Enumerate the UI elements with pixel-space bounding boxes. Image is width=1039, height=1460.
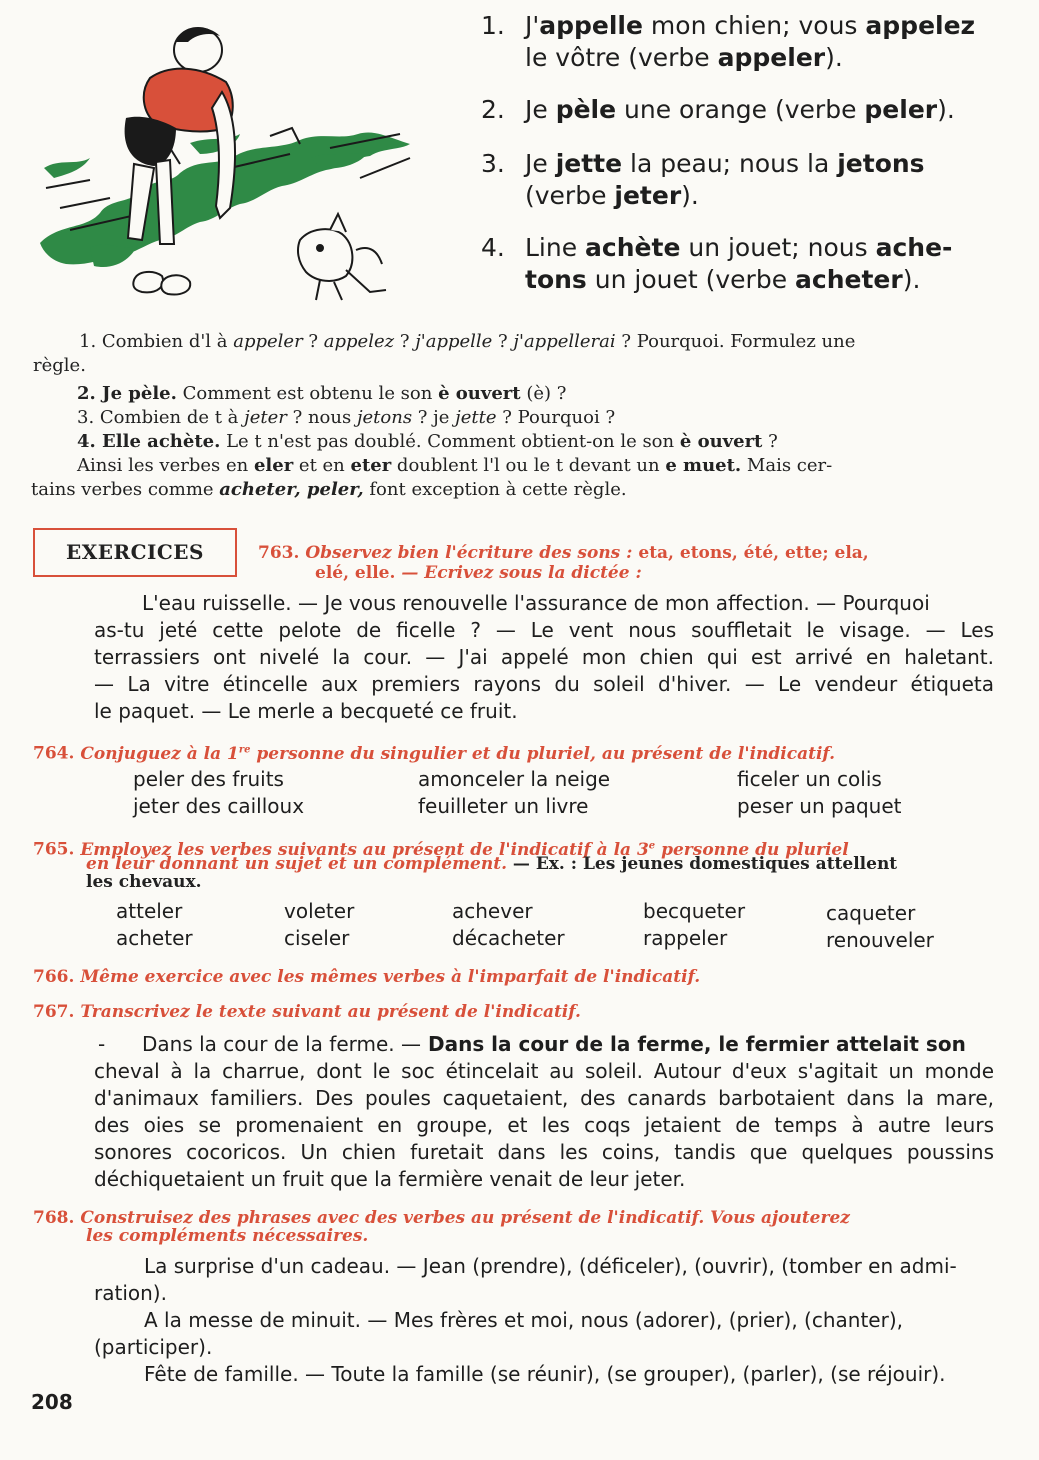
exercise-765-item: ciseler xyxy=(284,926,350,950)
exercise-765-item: acheter xyxy=(116,926,193,950)
exercise-763-line-5: le paquet. — Le merle a becqueté ce fruit. xyxy=(94,699,518,723)
example-1-line-1: 1. J'appelle mon chien; vous appelez xyxy=(481,11,976,40)
example-3-line-1: 3. Je jette la peau; nous la jetons xyxy=(481,149,925,178)
exercise-767-line-5: sonores cocoricos. Un chien furetait dans les coins, tandis que quelques poussins xyxy=(94,1140,994,1164)
exercise-764-item: ficeler un colis xyxy=(737,767,882,791)
page-number: 208 xyxy=(31,1390,73,1414)
question-1-cont: règle. xyxy=(33,355,86,376)
exercise-763-heading-line-1: 763. Observez bien l'écriture des sons : eta, etons, été, ette; ela, xyxy=(258,543,869,563)
example-3-line-2: (verbe jeter). xyxy=(525,181,699,210)
exercise-765-item: becqueter xyxy=(643,899,746,923)
exercise-764-item: jeter des cailloux xyxy=(133,794,305,818)
exercise-768-line-5: Fête de famille. — Toute la famille (se réunir), (se grouper), (parler), (se réjouir). xyxy=(144,1362,946,1386)
rule-line-1: Ainsi les verbes en eler et en eter doublent l'l ou le t devant un e muet. Mais cer- xyxy=(77,455,833,476)
exercise-768-line-2: ration). xyxy=(94,1281,167,1305)
exercise-768-heading-line-1: 768. Construisez des phrases avec des verbes au présent de l'indicatif. Vous ajouterez xyxy=(33,1208,850,1228)
exercise-768-heading-line-2: les compléments nécessaires. xyxy=(86,1226,369,1246)
exercise-767-line-6: déchiquetaient un fruit que la fermière venait de leur jeter. xyxy=(94,1167,686,1191)
exercise-765-item: achever xyxy=(452,899,533,923)
exercise-764-item: peler des fruits xyxy=(133,767,284,791)
illustration-boy-with-dog xyxy=(30,8,440,308)
question-1: 1. Combien d'l à appeler ? appelez ? j'appelle ? j'appellerai ? Pourquoi. Formulez une xyxy=(79,331,856,352)
exercise-767-line-4: des oies se promenaient en groupe, et les coqs jetaient de temps à autre leurs xyxy=(94,1113,994,1137)
exercise-763-heading-line-2: elé, elle. — Ecrivez sous la dictée : xyxy=(315,563,642,583)
exercise-764-item: amonceler la neige xyxy=(418,767,611,791)
exercise-765-item: décacheter xyxy=(452,926,565,950)
exercise-763-line-3: terrassiers ont nivelé la cour. — J'ai appelé mon chien qui est arrivé en haletant. xyxy=(94,645,994,669)
question-2: 2. Je pèle. Comment est obtenu le son è ouvert (è) ? xyxy=(77,383,567,404)
exercise-767-line-3: d'animaux familiers. Des poules caquetaient, des canards barbotaient dans la mare, xyxy=(94,1086,994,1110)
exercise-764-heading: 764. Conjuguez à la 1re personne du singulier et du pluriel, au présent de l'indicatif. xyxy=(33,743,836,764)
exercise-765-heading-line-1: 765. Employez les verbes suivants au présent de l'indicatif à la 3e personne du pluriel xyxy=(33,839,849,860)
example-1-line-2: le vôtre (verbe appeler). xyxy=(525,43,843,72)
exercise-768-line-4: (participer). xyxy=(94,1335,213,1359)
exercise-768-line-3: A la messe de minuit. — Mes frères et moi, nous (adorer), (prier), (chanter), xyxy=(144,1308,903,1332)
example-2: 2. Je pèle une orange (verbe peler). xyxy=(481,95,955,124)
exercise-767-line-1: Dans la cour de la ferme. — Dans la cour de la ferme, le fermier attelait son xyxy=(142,1032,966,1056)
example-4-line-2: tons un jouet (verbe acheter). xyxy=(525,265,921,294)
exercise-765-item: renouveler xyxy=(826,928,934,952)
exercise-767-heading: 767. Transcrivez le texte suivant au présent de l'indicatif. xyxy=(33,1002,581,1022)
rule-line-2: tains verbes comme acheter, peler, font exception à cette règle. xyxy=(31,479,627,500)
exercise-767-dash: - xyxy=(98,1032,106,1056)
question-4: 4. Elle achète. Le t n'est pas doublé. Comment obtient-on le son è ouvert ? xyxy=(77,431,778,452)
exercise-763-line-1: L'eau ruisselle. — Je vous renouvelle l'assurance de mon affection. — Pourquoi xyxy=(142,591,930,615)
exercise-763-line-4: — La vitre étincelle aux premiers rayons du soleil d'hiver. — Le vendeur étiqueta xyxy=(94,672,994,696)
exercise-765-item: atteler xyxy=(116,899,183,923)
exercise-765-heading-line-2: en leur donnant un sujet et un complément. — Ex. : Les jeunes domestiques attellent xyxy=(86,854,898,874)
question-3: 3. Combien de t à jeter ? nous jetons ? je jette ? Pourquoi ? xyxy=(77,407,616,428)
dog-figure xyxy=(298,214,386,300)
exercise-764-item: feuilleter un livre xyxy=(418,794,589,818)
exercise-766-heading: 766. Même exercice avec les mêmes verbes à l'imparfait de l'indicatif. xyxy=(33,967,701,987)
exercise-767-line-2: cheval à la charrue, dont le soc étincelait au soleil. Autour d'eux s'agitait un monde xyxy=(94,1059,994,1083)
exercices-label-box: EXERCICES xyxy=(33,528,237,577)
exercise-768-line-1: La surprise d'un cadeau. — Jean (prendre), (déficeler), (ouvrir), (tomber en admi- xyxy=(144,1254,957,1278)
exercise-765-heading-line-3: les chevaux. xyxy=(86,872,202,892)
exercise-765-item: rappeler xyxy=(643,926,728,950)
exercise-765-item: voleter xyxy=(284,899,355,923)
boy-figure xyxy=(125,27,235,294)
exercise-764-item: peser un paquet xyxy=(737,794,902,818)
example-4-line-1: 4. Line achète un jouet; nous ache- xyxy=(481,233,953,262)
exercise-763-line-2: as-tu jeté cette pelote de ficelle ? — Le vent nous souffletait le visage. — Les xyxy=(94,618,994,642)
exercise-765-item: caqueter xyxy=(826,901,916,925)
